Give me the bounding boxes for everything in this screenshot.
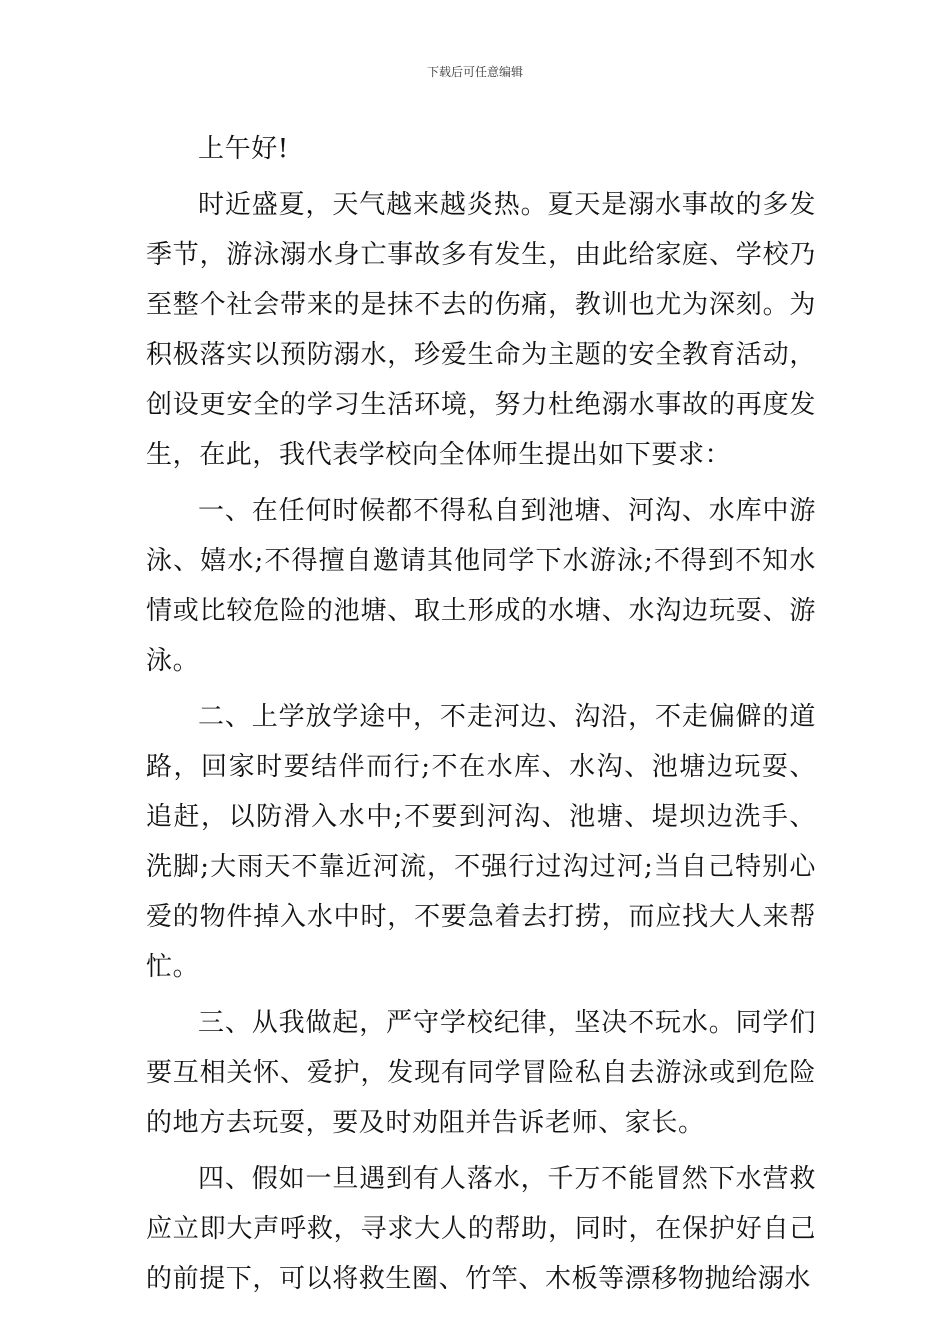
requirement-paragraph-3: 三、从我做起，严守学校纪律，坚决不玩水。同学们要互相关怀、爱护，发现有同学冒险私自去游泳或到危险的地方去玩耍，要及时劝阻并告诉老师、家长。 <box>146 1008 816 1138</box>
requirement-paragraph-1: 一、在任何时候都不得私自到池塘、河沟、水库中游泳、嬉水;不得擅自邀请其他同学下水游泳;不得到不知水情或比较危险的池塘、取土形成的水塘、水沟边玩耍、游泳。 <box>146 496 816 676</box>
document-body <box>146 124 816 1310</box>
requirement-paragraph-2: 二、上学放学途中，不走河边、沟沿，不走偏僻的道路，回家时要结伴而行;不在水库、水沟、池塘边玩耍、追赶，以防滑入水中;不要到河沟、池塘、堤坝边洗手、洗脚;大雨天不靠近河流，不强行过沟过河;当自己特别心爱的物件掉入水中时，不要急着去打捞，而应找大人来帮忙。 <box>146 702 816 982</box>
page-header-note: 下载后可任意编辑 <box>426 65 523 79</box>
greeting-paragraph: 上午好! <box>198 134 289 164</box>
requirement-paragraph-4: 四、假如一旦遇到有人落水，千万不能冒然下水营救应立即大声呼救，寻求大人的帮助，同时，在保护好自己的前提下，可以将救生圈、竹竿、木板等漂移物抛给溺水 <box>146 1164 816 1294</box>
intro-paragraph: 时近盛夏，天气越来越炎热。夏天是溺水事故的多发季节，游泳溺水身亡事故多有发生，由此给家庭、学校乃至整个社会带来的是抹不去的伤痛，教训也尤为深刻。为积极落实以预防溺水，珍爱生命为主题的安全教育活动，创设更安全的学习生活环境，努力杜绝溺水事故的再度发生，在此，我代表学校向全体师生提出如下要求： <box>146 190 816 470</box>
